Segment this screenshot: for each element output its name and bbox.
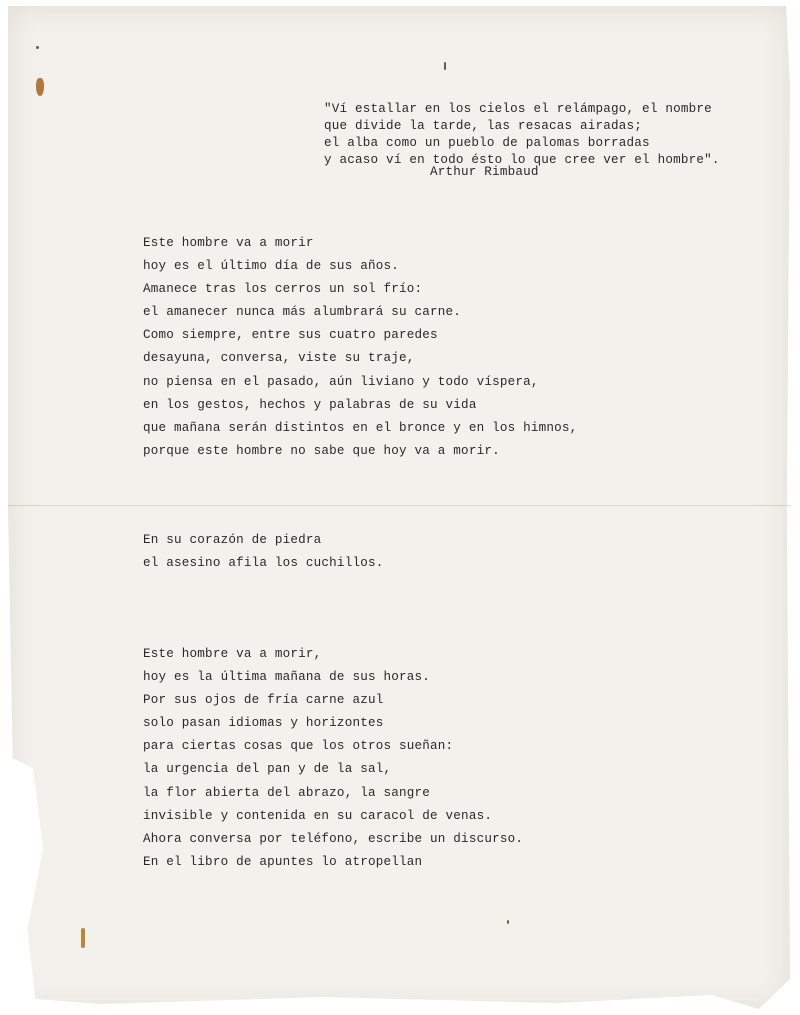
- poem-line: En el libro de apuntes lo atropellan: [143, 854, 423, 869]
- poem-line: el amanecer nunca más alumbrará su carne.: [143, 305, 462, 320]
- poem-line: solo pasan idiomas y horizontes: [143, 716, 384, 731]
- poem-line: Amanece tras los cerros un sol frío:: [143, 282, 423, 297]
- poem-line: Por sus ojos de fría carne azul: [143, 693, 384, 708]
- poem-line: Este hombre va a morir: [143, 236, 314, 250]
- poem-line: invisible y contenida en su caracol de venas.: [143, 808, 493, 823]
- rust-stain-top: [36, 78, 44, 96]
- poem-line: hoy es el último día de sus años.: [143, 259, 399, 274]
- epigraph-line: el alba como un pueblo de palomas borradas: [324, 136, 650, 150]
- poem-line: Como siempre, entre sus cuatro paredes: [143, 328, 438, 343]
- epigraph-line: que divide la tarde, las resacas airadas;: [324, 119, 643, 133]
- poem-line: para ciertas cosas que los otros sueñan:: [143, 739, 454, 754]
- epigraph-line: "Ví estallar en los cielos el relámpago, el nombre: [324, 102, 712, 116]
- poem-line: la urgencia del pan y de la sal,: [143, 762, 392, 777]
- stanza-2: [143, 529, 383, 575]
- poem-line: porque este hombre no sabe que hoy va a morir.: [143, 443, 500, 458]
- speck: [507, 920, 509, 924]
- speck: [36, 46, 39, 49]
- poem-line: en los gestos, hechos y palabras de su vida: [143, 397, 477, 412]
- poem-line: el asesino afila los cuchillos.: [143, 556, 384, 571]
- poem-line: la flor abierta del abrazo, la sangre: [143, 785, 431, 800]
- speck: [444, 62, 446, 70]
- poem-line: que mañana serán distintos en el bronce y en los himnos,: [143, 420, 578, 435]
- poem-line: no piensa en el pasado, aún liviano y todo víspera,: [143, 374, 539, 389]
- poem-line: hoy es la última mañana de sus horas.: [143, 670, 431, 685]
- paper-fold-crease: [8, 505, 790, 506]
- poem-line: Ahora conversa por teléfono, escribe un discurso.: [143, 831, 524, 846]
- stanza-1: [143, 232, 577, 463]
- epigraph: [324, 101, 720, 169]
- epigraph-author: Arthur Rimbaud: [430, 165, 539, 179]
- epigraph-line: y acaso ví en todo ésto lo que cree ver el hombre".: [324, 153, 720, 167]
- rust-stain-bottom: [81, 928, 85, 948]
- stanza-3: [143, 643, 523, 874]
- poem-line: Este hombre va a morir,: [143, 647, 322, 661]
- poem-line: desayuna, conversa, viste su traje,: [143, 351, 415, 366]
- poem-line: En su corazón de piedra: [143, 533, 322, 547]
